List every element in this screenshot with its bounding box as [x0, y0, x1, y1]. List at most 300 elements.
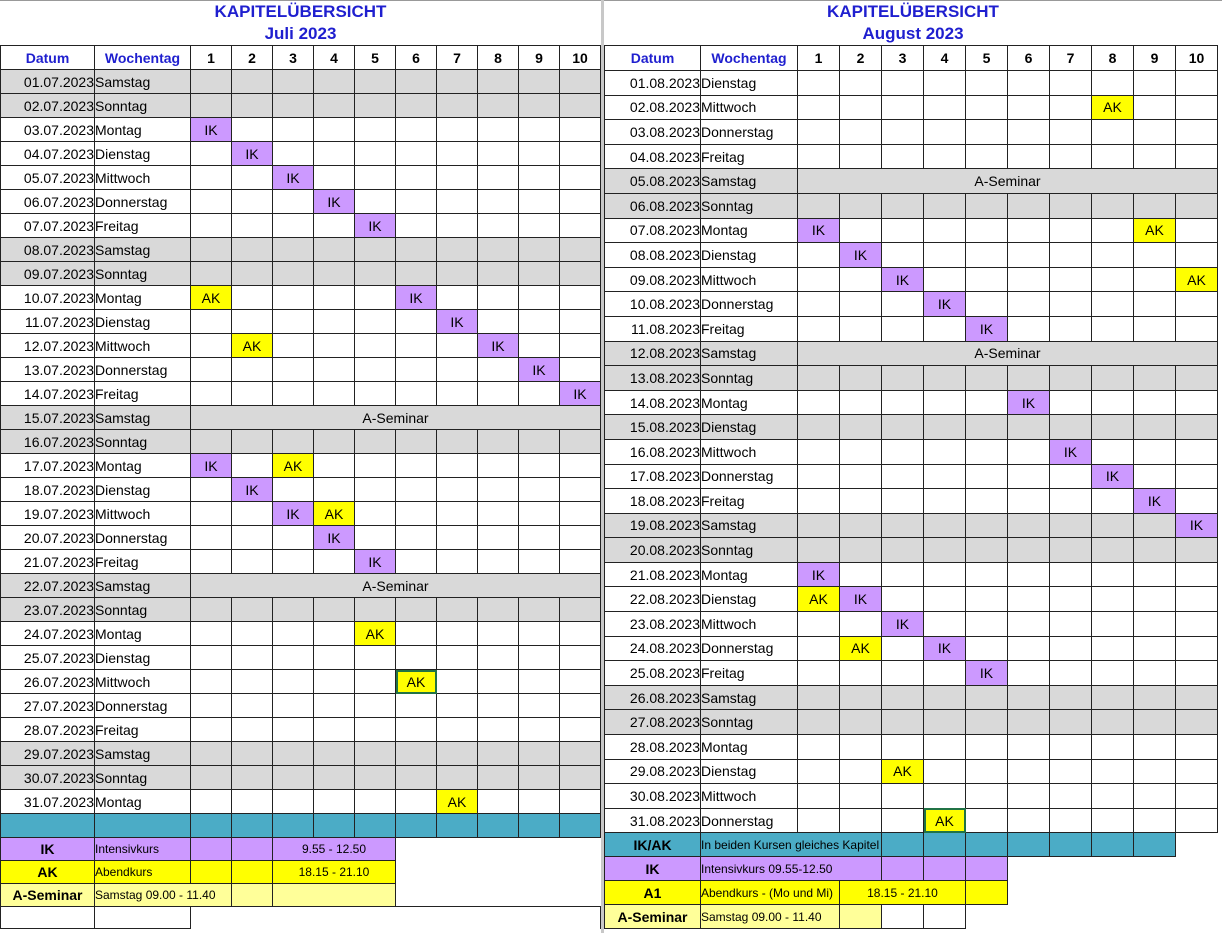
chapter-cell[interactable] [798, 661, 840, 686]
chapter-cell[interactable] [478, 70, 519, 94]
chapter-cell[interactable] [1176, 71, 1218, 96]
chapter-cell[interactable] [1134, 292, 1176, 317]
chapter-cell[interactable] [966, 513, 1008, 538]
chapter-cell[interactable] [798, 759, 840, 784]
chapter-cell[interactable] [966, 95, 1008, 120]
chapter-cell[interactable] [882, 808, 924, 833]
weekday-cell[interactable]: Freitag [701, 316, 798, 341]
date-cell[interactable]: 16.07.2023 [1, 430, 95, 454]
legend-desc-ak[interactable]: Abendkurs - (Mo und Mi) [701, 881, 840, 905]
chapter-cell[interactable] [191, 526, 232, 550]
date-cell[interactable]: 28.07.2023 [1, 718, 95, 742]
chapter-cell[interactable] [478, 670, 519, 694]
weekday-cell[interactable]: Montag [95, 790, 191, 814]
weekday-cell[interactable]: Montag [701, 562, 798, 587]
chapter-cell[interactable] [355, 190, 396, 214]
ak-marker[interactable]: AK [273, 454, 314, 478]
chapter-cell[interactable] [1050, 784, 1092, 809]
legend-key-ak[interactable]: A1 [605, 881, 701, 905]
chapter-cell[interactable] [966, 759, 1008, 784]
chapter-cell[interactable] [1050, 538, 1092, 563]
ak-marker[interactable]: AK [924, 808, 966, 833]
chapter-cell[interactable] [478, 718, 519, 742]
ik-marker[interactable]: IK [882, 267, 924, 292]
chapter-cell[interactable] [1050, 636, 1092, 661]
chapter-cell[interactable] [1134, 636, 1176, 661]
chapter-cell[interactable] [396, 310, 437, 334]
date-cell[interactable]: 26.07.2023 [1, 670, 95, 694]
cell[interactable] [191, 838, 232, 861]
cell[interactable] [232, 814, 273, 838]
col-header-chapter[interactable]: 3 [882, 46, 924, 71]
date-cell[interactable]: 05.07.2023 [1, 166, 95, 190]
weekday-cell[interactable]: Donnerstag [95, 526, 191, 550]
chapter-cell[interactable] [396, 742, 437, 766]
weekday-cell[interactable]: Mittwoch [95, 166, 191, 190]
chapter-cell[interactable] [1134, 587, 1176, 612]
weekday-cell[interactable]: Donnerstag [701, 808, 798, 833]
chapter-cell[interactable] [1134, 685, 1176, 710]
chapter-cell[interactable] [882, 120, 924, 145]
ak-marker[interactable]: AK [437, 790, 478, 814]
chapter-cell[interactable] [273, 550, 314, 574]
chapter-cell[interactable] [519, 238, 560, 262]
chapter-cell[interactable] [191, 694, 232, 718]
chapter-cell[interactable] [396, 502, 437, 526]
chapter-cell[interactable] [396, 94, 437, 118]
chapter-cell[interactable] [966, 710, 1008, 735]
chapter-cell[interactable] [1092, 636, 1134, 661]
cell[interactable] [924, 857, 966, 881]
chapter-cell[interactable] [1092, 267, 1134, 292]
weekday-cell[interactable]: Samstag [95, 574, 191, 598]
chapter-cell[interactable] [924, 489, 966, 514]
chapter-cell[interactable] [355, 310, 396, 334]
chapter-cell[interactable] [1008, 710, 1050, 735]
chapter-cell[interactable] [191, 94, 232, 118]
chapter-cell[interactable] [519, 526, 560, 550]
chapter-cell[interactable] [1134, 808, 1176, 833]
cell[interactable] [478, 814, 519, 838]
chapter-cell[interactable] [314, 478, 355, 502]
chapter-cell[interactable] [1134, 193, 1176, 218]
date-cell[interactable]: 23.08.2023 [605, 612, 701, 637]
weekday-cell[interactable]: Dienstag [701, 587, 798, 612]
chapter-cell[interactable] [882, 292, 924, 317]
chapter-cell[interactable] [273, 670, 314, 694]
weekday-cell[interactable]: Mittwoch [701, 95, 798, 120]
chapter-cell[interactable] [232, 790, 273, 814]
chapter-cell[interactable] [437, 478, 478, 502]
weekday-cell[interactable]: Donnerstag [95, 694, 191, 718]
chapter-cell[interactable] [314, 310, 355, 334]
date-cell[interactable]: 31.08.2023 [605, 808, 701, 833]
date-cell[interactable]: 19.08.2023 [605, 513, 701, 538]
chapter-cell[interactable] [966, 144, 1008, 169]
chapter-cell[interactable] [1176, 562, 1218, 587]
chapter-cell[interactable] [966, 808, 1008, 833]
chapter-cell[interactable] [437, 550, 478, 574]
chapter-cell[interactable] [478, 118, 519, 142]
chapter-cell[interactable] [924, 366, 966, 391]
chapter-cell[interactable] [1008, 292, 1050, 317]
chapter-cell[interactable] [355, 70, 396, 94]
chapter-cell[interactable] [882, 710, 924, 735]
chapter-cell[interactable] [882, 587, 924, 612]
legend-key-both[interactable]: IK/AK [605, 833, 701, 857]
date-cell[interactable]: 04.07.2023 [1, 142, 95, 166]
chapter-cell[interactable] [798, 95, 840, 120]
chapter-cell[interactable] [478, 742, 519, 766]
date-cell[interactable]: 07.08.2023 [605, 218, 701, 243]
chapter-cell[interactable] [1176, 120, 1218, 145]
date-cell[interactable]: 08.07.2023 [1, 238, 95, 262]
chapter-cell[interactable] [1050, 144, 1092, 169]
chapter-cell[interactable] [1092, 243, 1134, 268]
chapter-cell[interactable] [273, 526, 314, 550]
chapter-cell[interactable] [355, 286, 396, 310]
chapter-cell[interactable] [396, 598, 437, 622]
chapter-cell[interactable] [966, 489, 1008, 514]
chapter-cell[interactable] [1092, 193, 1134, 218]
chapter-cell[interactable] [519, 454, 560, 478]
chapter-cell[interactable] [519, 190, 560, 214]
chapter-cell[interactable] [924, 193, 966, 218]
chapter-cell[interactable] [396, 766, 437, 790]
cell[interactable] [273, 814, 314, 838]
chapter-cell[interactable] [437, 262, 478, 286]
chapter-cell[interactable] [191, 238, 232, 262]
chapter-cell[interactable] [1092, 513, 1134, 538]
chapter-cell[interactable] [478, 310, 519, 334]
chapter-cell[interactable] [1134, 464, 1176, 489]
col-header-chapter[interactable]: 7 [437, 46, 478, 70]
chapter-cell[interactable] [1134, 366, 1176, 391]
chapter-cell[interactable] [560, 70, 601, 94]
chapter-cell[interactable] [1092, 390, 1134, 415]
cell[interactable] [882, 857, 924, 881]
chapter-cell[interactable] [191, 598, 232, 622]
chapter-cell[interactable] [882, 513, 924, 538]
date-cell[interactable]: 10.08.2023 [605, 292, 701, 317]
chapter-cell[interactable] [232, 382, 273, 406]
legend-key-ik[interactable]: IK [605, 857, 701, 881]
seminar-cell[interactable]: A-Seminar [191, 406, 601, 430]
chapter-cell[interactable] [840, 267, 882, 292]
col-header-chapter[interactable]: 3 [273, 46, 314, 70]
chapter-cell[interactable] [355, 430, 396, 454]
chapter-cell[interactable] [1008, 439, 1050, 464]
ak-marker[interactable]: AK [191, 286, 232, 310]
chapter-cell[interactable] [966, 415, 1008, 440]
chapter-cell[interactable] [1134, 513, 1176, 538]
chapter-cell[interactable] [1134, 243, 1176, 268]
chapter-cell[interactable] [560, 118, 601, 142]
weekday-cell[interactable]: Mittwoch [95, 502, 191, 526]
chapter-cell[interactable] [560, 790, 601, 814]
chapter-cell[interactable] [191, 742, 232, 766]
weekday-cell[interactable]: Dienstag [95, 310, 191, 334]
chapter-cell[interactable] [966, 562, 1008, 587]
chapter-cell[interactable] [396, 622, 437, 646]
chapter-cell[interactable] [560, 646, 601, 670]
chapter-cell[interactable] [232, 646, 273, 670]
chapter-cell[interactable] [1092, 144, 1134, 169]
legend-desc-ik[interactable]: Intensivkurs [95, 838, 191, 861]
chapter-cell[interactable] [1176, 464, 1218, 489]
chapter-cell[interactable] [882, 243, 924, 268]
chapter-cell[interactable] [355, 694, 396, 718]
chapter-cell[interactable] [840, 710, 882, 735]
ak-marker[interactable]: AK [882, 759, 924, 784]
chapter-cell[interactable] [396, 718, 437, 742]
chapter-cell[interactable] [437, 454, 478, 478]
chapter-cell[interactable] [273, 790, 314, 814]
chapter-cell[interactable] [478, 142, 519, 166]
legend-time-ik[interactable]: 9.55 - 12.50 [273, 838, 396, 861]
chapter-cell[interactable] [519, 622, 560, 646]
chapter-cell[interactable] [314, 718, 355, 742]
col-header-chapter[interactable]: 5 [355, 46, 396, 70]
date-cell[interactable]: 02.07.2023 [1, 94, 95, 118]
weekday-cell[interactable]: Montag [95, 454, 191, 478]
chapter-cell[interactable] [314, 670, 355, 694]
chapter-cell[interactable] [478, 790, 519, 814]
ik-marker[interactable]: IK [924, 636, 966, 661]
date-cell[interactable]: 06.07.2023 [1, 190, 95, 214]
cell[interactable] [1, 907, 95, 929]
ik-marker[interactable]: IK [355, 550, 396, 574]
cell[interactable] [1092, 833, 1134, 857]
date-cell[interactable]: 04.08.2023 [605, 144, 701, 169]
date-cell[interactable]: 21.07.2023 [1, 550, 95, 574]
chapter-cell[interactable] [519, 166, 560, 190]
chapter-cell[interactable] [560, 718, 601, 742]
chapter-cell[interactable] [355, 502, 396, 526]
chapter-cell[interactable] [798, 464, 840, 489]
chapter-cell[interactable] [232, 598, 273, 622]
chapter-cell[interactable] [798, 71, 840, 96]
chapter-cell[interactable] [478, 358, 519, 382]
date-cell[interactable]: 29.07.2023 [1, 742, 95, 766]
chapter-cell[interactable] [560, 622, 601, 646]
chapter-cell[interactable] [840, 95, 882, 120]
date-cell[interactable]: 03.08.2023 [605, 120, 701, 145]
chapter-cell[interactable] [924, 685, 966, 710]
ik-marker[interactable]: IK [882, 612, 924, 637]
weekday-cell[interactable]: Freitag [701, 661, 798, 686]
chapter-cell[interactable] [882, 415, 924, 440]
chapter-cell[interactable] [191, 142, 232, 166]
legend-desc-seminar[interactable]: Samstag 09.00 - 11.40 [95, 884, 232, 907]
ak-marker[interactable]: AK [798, 587, 840, 612]
chapter-cell[interactable] [396, 382, 437, 406]
chapter-cell[interactable] [314, 238, 355, 262]
chapter-cell[interactable] [1176, 439, 1218, 464]
chapter-cell[interactable] [966, 464, 1008, 489]
weekday-cell[interactable]: Freitag [95, 718, 191, 742]
chapter-cell[interactable] [396, 142, 437, 166]
chapter-cell[interactable] [840, 390, 882, 415]
ik-marker[interactable]: IK [1134, 489, 1176, 514]
chapter-cell[interactable] [478, 238, 519, 262]
cell[interactable] [273, 884, 396, 907]
chapter-cell[interactable] [560, 430, 601, 454]
weekday-cell[interactable]: Samstag [95, 238, 191, 262]
chapter-cell[interactable] [1050, 390, 1092, 415]
chapter-cell[interactable] [191, 382, 232, 406]
col-header-chapter[interactable]: 5 [966, 46, 1008, 71]
chapter-cell[interactable] [232, 670, 273, 694]
chapter-cell[interactable] [798, 808, 840, 833]
chapter-cell[interactable] [560, 454, 601, 478]
date-cell[interactable]: 11.08.2023 [605, 316, 701, 341]
chapter-cell[interactable] [273, 694, 314, 718]
chapter-cell[interactable] [314, 262, 355, 286]
chapter-cell[interactable] [882, 316, 924, 341]
date-cell[interactable]: 14.07.2023 [1, 382, 95, 406]
chapter-cell[interactable] [478, 646, 519, 670]
chapter-cell[interactable] [1050, 218, 1092, 243]
date-cell[interactable]: 30.08.2023 [605, 784, 701, 809]
weekday-cell[interactable]: Freitag [95, 382, 191, 406]
chapter-cell[interactable] [560, 94, 601, 118]
weekday-cell[interactable]: Montag [701, 390, 798, 415]
chapter-cell[interactable] [840, 562, 882, 587]
chapter-cell[interactable] [191, 358, 232, 382]
date-cell[interactable]: 15.07.2023 [1, 406, 95, 430]
chapter-cell[interactable] [191, 622, 232, 646]
chapter-cell[interactable] [1092, 784, 1134, 809]
chapter-cell[interactable] [478, 526, 519, 550]
col-header-chapter[interactable]: 9 [1134, 46, 1176, 71]
chapter-cell[interactable] [519, 70, 560, 94]
chapter-cell[interactable] [478, 262, 519, 286]
chapter-cell[interactable] [1134, 144, 1176, 169]
chapter-cell[interactable] [798, 243, 840, 268]
chapter-cell[interactable] [355, 358, 396, 382]
date-cell[interactable]: 18.08.2023 [605, 489, 701, 514]
chapter-cell[interactable] [355, 142, 396, 166]
cell[interactable] [966, 833, 1008, 857]
chapter-cell[interactable] [273, 742, 314, 766]
chapter-cell[interactable] [882, 464, 924, 489]
chapter-cell[interactable] [273, 214, 314, 238]
date-cell[interactable]: 16.08.2023 [605, 439, 701, 464]
chapter-cell[interactable] [1008, 489, 1050, 514]
chapter-cell[interactable] [966, 439, 1008, 464]
chapter-cell[interactable] [1008, 759, 1050, 784]
chapter-cell[interactable] [840, 661, 882, 686]
weekday-cell[interactable]: Sonntag [701, 538, 798, 563]
chapter-cell[interactable] [191, 670, 232, 694]
chapter-cell[interactable] [396, 166, 437, 190]
chapter-cell[interactable] [966, 735, 1008, 760]
weekday-cell[interactable]: Dienstag [701, 243, 798, 268]
ik-marker[interactable]: IK [1050, 439, 1092, 464]
chapter-cell[interactable] [519, 382, 560, 406]
weekday-cell[interactable]: Sonntag [95, 598, 191, 622]
ik-marker[interactable]: IK [355, 214, 396, 238]
chapter-cell[interactable] [396, 550, 437, 574]
chapter-cell[interactable] [560, 766, 601, 790]
chapter-cell[interactable] [560, 286, 601, 310]
weekday-cell[interactable]: Donnerstag [701, 292, 798, 317]
chapter-cell[interactable] [232, 70, 273, 94]
seminar-cell[interactable]: A-Seminar [191, 574, 601, 598]
col-header-datum[interactable]: Datum [605, 46, 701, 71]
chapter-cell[interactable] [1092, 415, 1134, 440]
weekday-cell[interactable]: Mittwoch [95, 334, 191, 358]
chapter-cell[interactable] [396, 190, 437, 214]
cell[interactable] [1, 814, 95, 838]
chapter-cell[interactable] [1008, 636, 1050, 661]
chapter-cell[interactable] [314, 694, 355, 718]
chapter-cell[interactable] [437, 766, 478, 790]
chapter-cell[interactable] [840, 759, 882, 784]
chapter-cell[interactable] [314, 94, 355, 118]
chapter-cell[interactable] [478, 430, 519, 454]
chapter-cell[interactable] [273, 262, 314, 286]
chapter-cell[interactable] [273, 382, 314, 406]
chapter-cell[interactable] [966, 292, 1008, 317]
chapter-cell[interactable] [1092, 735, 1134, 760]
chapter-cell[interactable] [478, 622, 519, 646]
chapter-cell[interactable] [1092, 71, 1134, 96]
date-cell[interactable]: 09.08.2023 [605, 267, 701, 292]
col-header-wochentag[interactable]: Wochentag [701, 46, 798, 71]
ik-marker[interactable]: IK [798, 218, 840, 243]
chapter-cell[interactable] [519, 718, 560, 742]
chapter-cell[interactable] [273, 238, 314, 262]
col-header-chapter[interactable]: 1 [798, 46, 840, 71]
ik-marker[interactable]: IK [560, 382, 601, 406]
col-header-chapter[interactable]: 2 [232, 46, 273, 70]
chapter-cell[interactable] [478, 550, 519, 574]
chapter-cell[interactable] [273, 142, 314, 166]
chapter-cell[interactable] [560, 190, 601, 214]
chapter-cell[interactable] [519, 550, 560, 574]
chapter-cell[interactable] [1008, 464, 1050, 489]
weekday-cell[interactable]: Sonntag [95, 262, 191, 286]
chapter-cell[interactable] [232, 430, 273, 454]
ik-marker[interactable]: IK [840, 587, 882, 612]
chapter-cell[interactable] [1008, 685, 1050, 710]
ik-marker[interactable]: IK [1008, 390, 1050, 415]
chapter-cell[interactable] [191, 214, 232, 238]
chapter-cell[interactable] [924, 784, 966, 809]
chapter-cell[interactable] [191, 766, 232, 790]
chapter-cell[interactable] [966, 390, 1008, 415]
date-cell[interactable]: 10.07.2023 [1, 286, 95, 310]
chapter-cell[interactable] [560, 358, 601, 382]
chapter-cell[interactable] [396, 694, 437, 718]
chapter-cell[interactable] [1050, 735, 1092, 760]
col-header-chapter[interactable]: 10 [560, 46, 601, 70]
chapter-cell[interactable] [478, 454, 519, 478]
date-cell[interactable]: 24.08.2023 [605, 636, 701, 661]
chapter-cell[interactable] [232, 718, 273, 742]
chapter-cell[interactable] [1176, 292, 1218, 317]
chapter-cell[interactable] [191, 550, 232, 574]
chapter-cell[interactable] [232, 694, 273, 718]
chapter-cell[interactable] [314, 598, 355, 622]
chapter-cell[interactable] [396, 262, 437, 286]
weekday-cell[interactable]: Montag [95, 286, 191, 310]
chapter-cell[interactable] [314, 646, 355, 670]
weekday-cell[interactable]: Samstag [701, 169, 798, 194]
ik-marker[interactable]: IK [396, 286, 437, 310]
